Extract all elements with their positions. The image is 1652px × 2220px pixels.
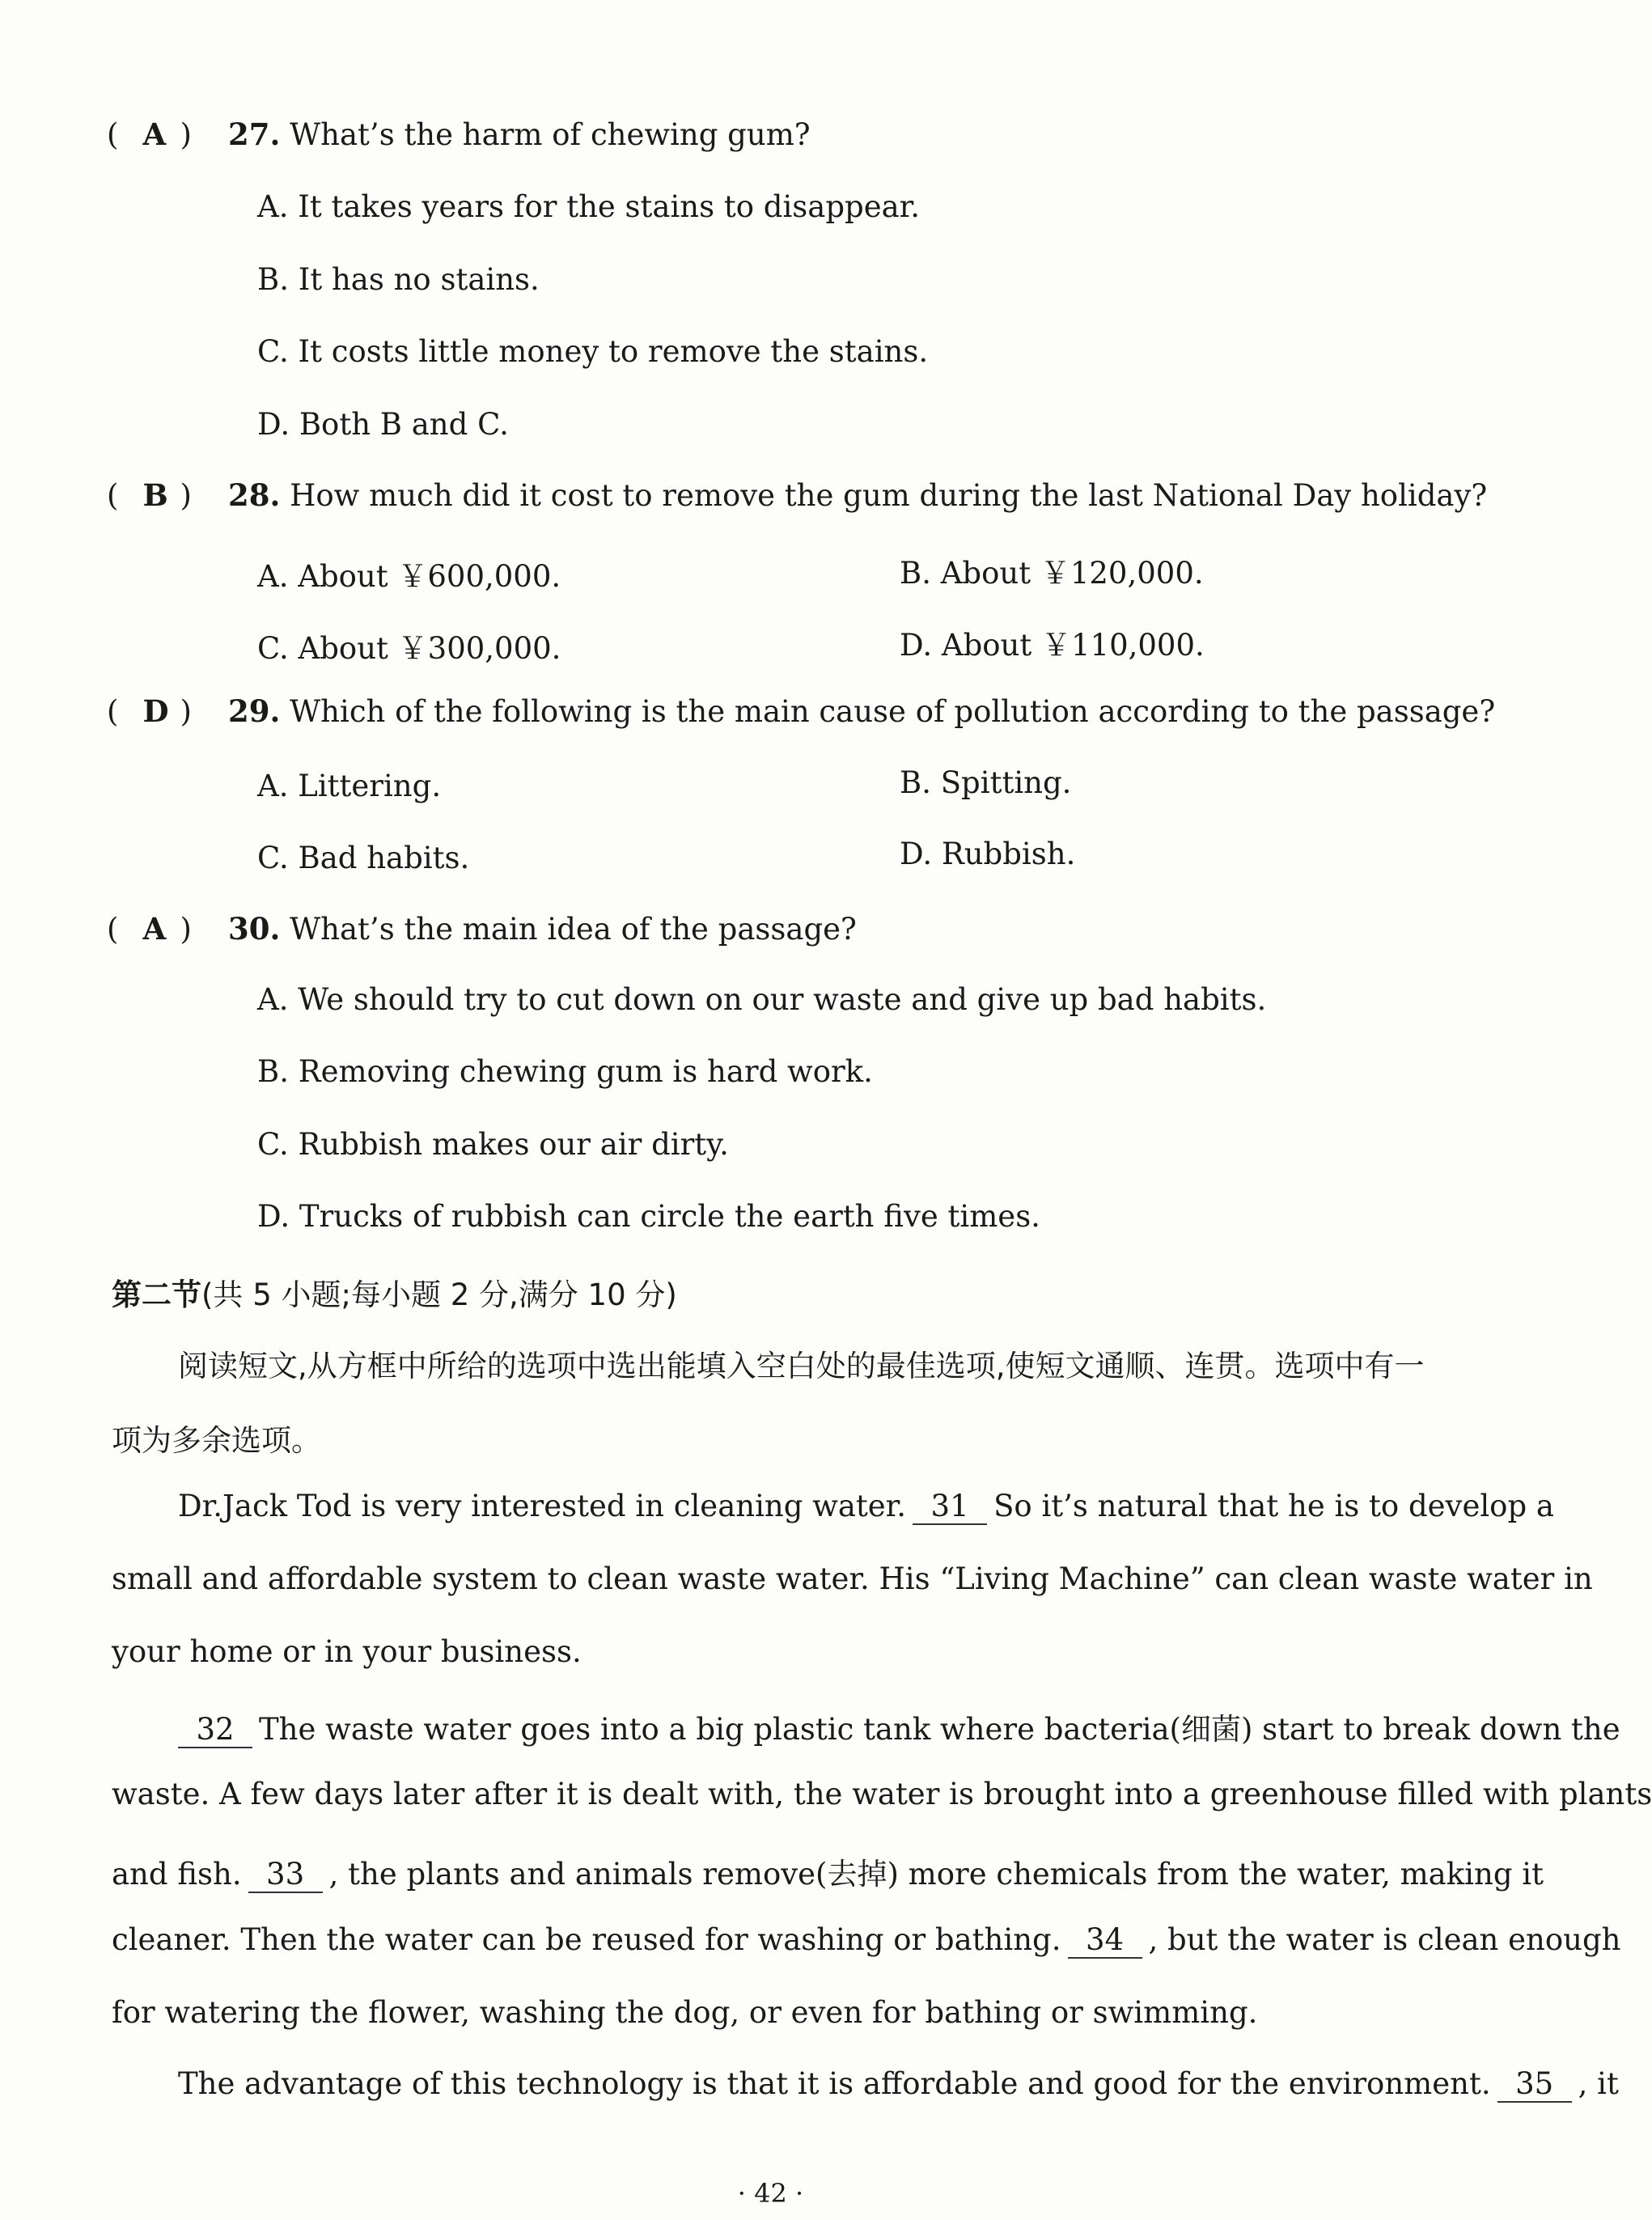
question-text: How much did it cost to remove the gum during the last National Day holiday? bbox=[290, 478, 1488, 513]
question-number: 29. bbox=[228, 693, 281, 729]
option-30b: B. Removing chewing gum is hard work. bbox=[257, 1054, 873, 1089]
option-29c: C. Bad habits. bbox=[257, 841, 470, 875]
question-27: ( A ) 27. What’s the harm of chewing gum? bbox=[107, 117, 811, 152]
passage-line-8: for watering the flower, washing the dog, or even for bathing or swimming. bbox=[112, 1995, 1258, 2030]
section-title: 第二节 bbox=[112, 1277, 201, 1312]
option-29d: D. Rubbish. bbox=[900, 837, 1076, 871]
option-30c: C. Rubbish makes our air dirty. bbox=[257, 1127, 729, 1162]
option-27d: D. Both B and C. bbox=[257, 407, 509, 442]
blank-34: 34 bbox=[1068, 1924, 1142, 1959]
answer-28: B bbox=[142, 477, 168, 513]
question-29: ( D ) 29. Which of the following is the main cause of pollution according to the passage? bbox=[107, 693, 1496, 729]
passage-line-9 bbox=[178, 2066, 1619, 2103]
passage-text: , it bbox=[1578, 2066, 1619, 2101]
option-27c: C. It costs little money to remove the stains. bbox=[257, 334, 929, 369]
question-number: 30. bbox=[228, 911, 281, 947]
passage-line-6 bbox=[112, 1849, 1544, 1893]
passage-line-4 bbox=[178, 1705, 1620, 1748]
passage-text: The waste water goes into a big plastic tank where bacteria(细菌) start to break down the bbox=[259, 1712, 1620, 1747]
option-29a: A. Littering. bbox=[257, 769, 442, 803]
passage-text: Dr.Jack Tod is very interested in cleaning water. bbox=[178, 1489, 907, 1523]
question-30: ( A ) 30. What’s the main idea of the passage? bbox=[107, 911, 857, 947]
option-29b: B. Spitting. bbox=[900, 765, 1072, 800]
passage-text: , but the water is clean enough bbox=[1148, 1922, 1621, 1957]
option-30d: D. Trucks of rubbish can circle the earth five times. bbox=[257, 1199, 1040, 1234]
option-28b: B. About ￥120,000. bbox=[900, 556, 1204, 591]
question-28: ( B ) 28. How much did it cost to remove the gum during the last National Day holiday? bbox=[107, 477, 1488, 513]
answer-30: A bbox=[142, 911, 167, 947]
passage-line-2: small and affordable system to clean waste water. His “Living Machine” can clean waste water in bbox=[112, 1561, 1593, 1596]
question-number: 27. bbox=[228, 117, 281, 152]
section-note: (共 5 小题;每小题 2 分,满分 10 分) bbox=[201, 1277, 677, 1312]
passage-line-3: your home or in your business. bbox=[112, 1634, 582, 1669]
question-number: 28. bbox=[228, 477, 281, 513]
instructions-line-2: 项为多余选项。 bbox=[112, 1423, 321, 1458]
passage-text: So it’s natural that he is to develop a bbox=[993, 1489, 1554, 1523]
passage-line-1 bbox=[178, 1489, 1554, 1525]
question-text: What’s the main idea of the passage? bbox=[290, 912, 857, 947]
option-30a: A. We should try to cut down on our waste and give up bad habits. bbox=[257, 982, 1267, 1017]
answer-29: D bbox=[142, 693, 169, 729]
passage-line-5: waste. A few days later after it is dealt with, the water is brought into a greenhouse filled with plants bbox=[112, 1777, 1652, 1811]
option-28a: A. About ￥600,000. bbox=[257, 559, 561, 594]
blank-31: 31 bbox=[913, 1490, 987, 1525]
passage-text: and fish. bbox=[112, 1857, 242, 1892]
option-28d: D. About ￥110,000. bbox=[900, 628, 1205, 663]
passage-text: The advantage of this technology is that it is affordable and good for the environment. bbox=[178, 2066, 1491, 2101]
question-text: Which of the following is the main cause of pollution according to the passage? bbox=[290, 694, 1496, 729]
option-27a: A. It takes years for the stains to disappear. bbox=[257, 189, 921, 224]
passage-text: cleaner. Then the water can be reused for washing or bathing. bbox=[112, 1922, 1061, 1957]
blank-33: 33 bbox=[248, 1858, 323, 1893]
instructions-line-1: 阅读短文,从方框中所给的选项中选出能填入空白处的最佳选项,使短文通顺、连贯。选项中有一 bbox=[178, 1349, 1425, 1383]
passage-text: , the plants and animals remove(去掉) more chemicals from the water, making it bbox=[328, 1857, 1544, 1892]
passage-line-7 bbox=[112, 1922, 1621, 1959]
blank-32: 32 bbox=[178, 1714, 252, 1748]
page-number: · 42 · bbox=[737, 2178, 804, 2209]
section-heading bbox=[112, 1270, 677, 1314]
option-27b: B. It has no stains. bbox=[257, 262, 540, 297]
question-text: What’s the harm of chewing gum? bbox=[290, 117, 811, 152]
blank-35: 35 bbox=[1497, 2068, 1572, 2103]
option-28c: C. About ￥300,000. bbox=[257, 631, 561, 666]
answer-27: A bbox=[142, 117, 167, 152]
